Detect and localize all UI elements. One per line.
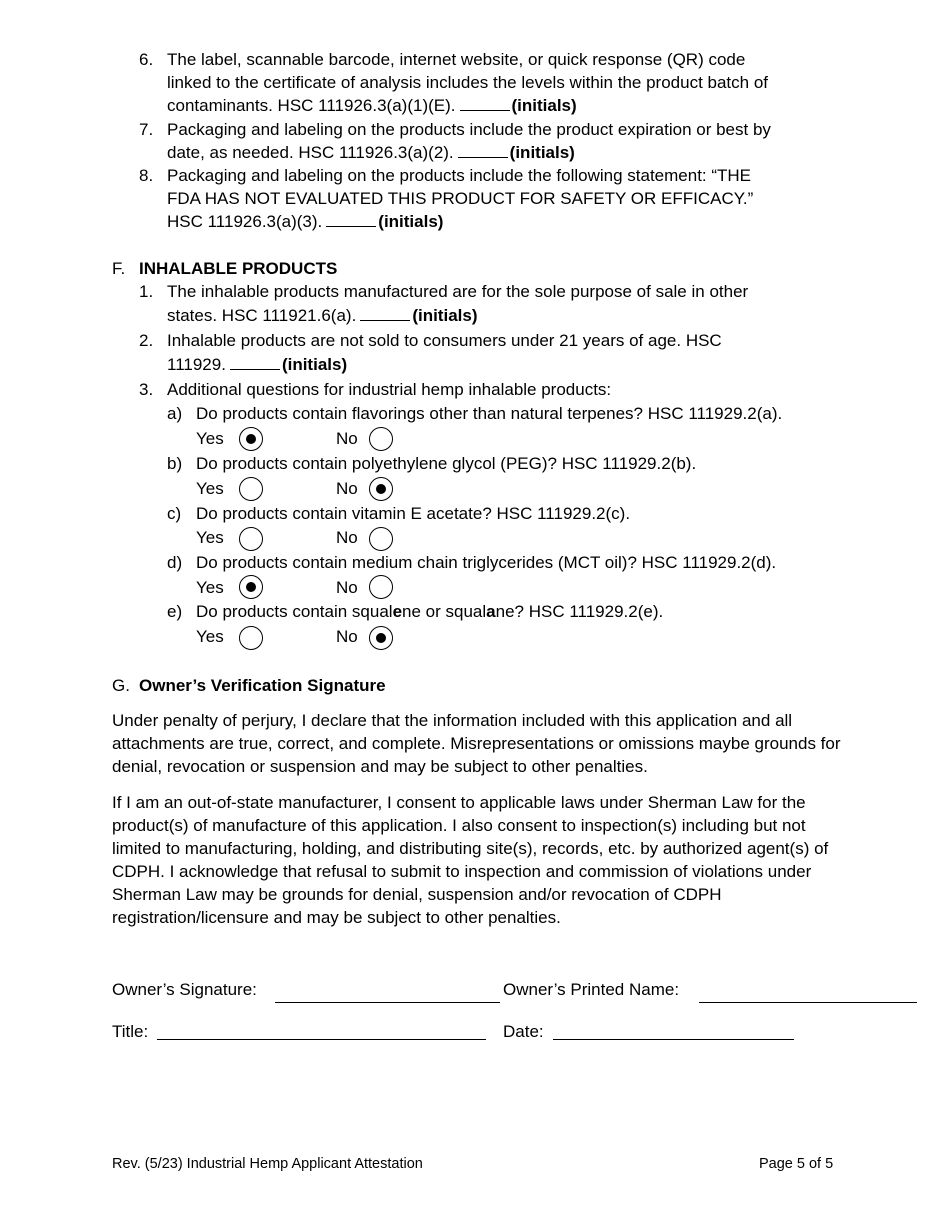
item-text: 111929. bbox=[167, 355, 226, 374]
initials-field[interactable] bbox=[360, 304, 410, 321]
radio-selected-dot bbox=[246, 434, 256, 444]
f-item1-line2 bbox=[167, 304, 477, 327]
section-title: INHALABLE PRODUCTS bbox=[139, 259, 338, 278]
question-a-no-radio[interactable] bbox=[369, 427, 393, 451]
question-c-yes-radio[interactable] bbox=[239, 527, 263, 551]
question-letter: c) bbox=[167, 504, 182, 523]
yes-label: Yes bbox=[196, 479, 224, 498]
yes-label: Yes bbox=[196, 627, 224, 646]
item-text: The label, scannable barcode, internet website, or quick response (QR) code bbox=[167, 50, 746, 69]
initials-field[interactable] bbox=[460, 94, 510, 111]
question-d-no-radio[interactable] bbox=[369, 575, 393, 599]
item-text: Packaging and labeling on the products include the product expiration or best by bbox=[167, 120, 771, 139]
question-text: Do products contain vitamin E acetate? HSC 111929.2(c). bbox=[196, 504, 631, 523]
no-label: No bbox=[336, 528, 358, 547]
question-a-yes-radio[interactable] bbox=[239, 427, 263, 451]
question-text: Do products contain medium chain triglycerides (MCT oil)? HSC 111929.2(d). bbox=[196, 553, 777, 572]
item-number: 8. bbox=[139, 166, 154, 185]
item-number: 1. bbox=[139, 282, 154, 301]
item-text: HSC 111926.3(a)(3). bbox=[167, 212, 323, 231]
title-label: Title: bbox=[112, 1022, 149, 1041]
question-letter: d) bbox=[167, 553, 183, 572]
date-field[interactable] bbox=[553, 1039, 794, 1040]
question-c-no-radio[interactable] bbox=[369, 527, 393, 551]
radio-selected-dot bbox=[376, 484, 386, 494]
consent-paragraph: If I am an out-of-state manufacturer, I consent to applicable laws under Sherman Law for the product(s) of manufacture of this application. I also consent to inspection(s) including but not limited to manufacturing, holding, and distributing site(s), records, etc. by authorized agent(s) of CDPH. I acknowledge that refusal to submit to inspection and commission of violations under Sherman Law may be grounds for denial, suspension and/or revocation of CDPH registration/licensure and may be subject to other penalties. bbox=[112, 793, 829, 927]
yes-label: Yes bbox=[196, 429, 224, 448]
yes-label: Yes bbox=[196, 578, 224, 597]
initials-label: (initials) bbox=[511, 96, 577, 115]
item-text: Inhalable products are not sold to consumers under 21 years of age. HSC bbox=[167, 331, 722, 350]
question-letter: e) bbox=[167, 602, 183, 621]
section-title: Owner’s Verification Signature bbox=[139, 676, 386, 695]
owner-signature-field[interactable] bbox=[275, 1002, 500, 1003]
section-letter: F. bbox=[112, 259, 126, 278]
question-d-yes-radio[interactable] bbox=[239, 575, 263, 599]
item8-line3 bbox=[167, 210, 443, 233]
item-text: states. HSC 111921.6(a). bbox=[167, 306, 357, 325]
no-label: No bbox=[336, 578, 358, 597]
initials-label: (initials) bbox=[412, 306, 478, 325]
item-number: 3. bbox=[139, 380, 154, 399]
question-text-part: ne or squal bbox=[402, 602, 487, 621]
item6-line3 bbox=[167, 94, 577, 117]
question-text-part: ne? HSC 111929.2(e). bbox=[495, 602, 664, 621]
question-letter: a) bbox=[167, 404, 183, 423]
f-item2-line2 bbox=[167, 353, 347, 376]
question-letter: b) bbox=[167, 454, 183, 473]
radio-selected-dot bbox=[246, 582, 256, 592]
question-text: Do products contain polyethylene glycol (PEG)? HSC 111929.2(b). bbox=[196, 454, 697, 473]
question-b-no-radio[interactable] bbox=[369, 477, 393, 501]
item-text: Packaging and labeling on the products include the following statement: “THE bbox=[167, 166, 752, 185]
question-text bbox=[196, 600, 663, 623]
item7-line2 bbox=[167, 141, 575, 164]
question-e-yes-radio[interactable] bbox=[239, 626, 263, 650]
item-text: linked to the certificate of analysis includes the levels within the product batch of bbox=[167, 73, 769, 92]
initials-field[interactable] bbox=[326, 210, 376, 227]
question-b-yes-radio[interactable] bbox=[239, 477, 263, 501]
no-label: No bbox=[336, 429, 358, 448]
question-e-no-radio[interactable] bbox=[369, 626, 393, 650]
initials-label: (initials) bbox=[378, 212, 444, 231]
item-text: FDA HAS NOT EVALUATED THIS PRODUCT FOR SAFETY OR EFFICACY.” bbox=[167, 189, 754, 208]
section-letter: G. bbox=[112, 676, 130, 695]
initials-field[interactable] bbox=[458, 141, 508, 158]
question-text-part: Do products contain squal bbox=[196, 602, 393, 621]
question-text: Do products contain flavorings other than natural terpenes? HSC 111929.2(a). bbox=[196, 404, 783, 423]
no-label: No bbox=[336, 479, 358, 498]
owner-printed-name-field[interactable] bbox=[699, 1002, 917, 1003]
no-label: No bbox=[336, 627, 358, 646]
date-label: Date: bbox=[503, 1022, 544, 1041]
item-text: date, as needed. HSC 111926.3(a)(2). bbox=[167, 143, 454, 162]
footer-revision: Rev. (5/23) Industrial Hemp Applicant Attestation bbox=[112, 1156, 423, 1172]
item-number: 7. bbox=[139, 120, 154, 139]
yes-label: Yes bbox=[196, 528, 224, 547]
item-number: 2. bbox=[139, 331, 154, 350]
footer-page-number: Page 5 of 5 bbox=[759, 1156, 834, 1172]
question-text-emphasis: a bbox=[486, 602, 496, 621]
title-field[interactable] bbox=[157, 1039, 486, 1040]
perjury-paragraph: Under penalty of perjury, I declare that the information included with this application and all attachments are true, correct, and complete. Misrepresentations or omissions maybe grounds for denial, revocation or suspension and may be subject to other penalties. bbox=[112, 711, 841, 776]
initials-label: (initials) bbox=[281, 355, 348, 374]
initials-field[interactable] bbox=[230, 353, 280, 370]
question-text-emphasis: e bbox=[392, 602, 403, 621]
initials-label: (initials) bbox=[509, 143, 575, 162]
item-text: Additional questions for industrial hemp inhalable products: bbox=[167, 380, 612, 399]
owner-printed-name-label: Owner’s Printed Name: bbox=[503, 980, 680, 999]
owner-signature-label: Owner’s Signature: bbox=[112, 980, 257, 999]
item-text: The inhalable products manufactured are for the sole purpose of sale in other bbox=[167, 282, 749, 301]
radio-selected-dot bbox=[376, 633, 386, 643]
item-number: 6. bbox=[139, 50, 154, 69]
item-text: contaminants. HSC 111926.3(a)(1)(E). bbox=[167, 96, 456, 115]
